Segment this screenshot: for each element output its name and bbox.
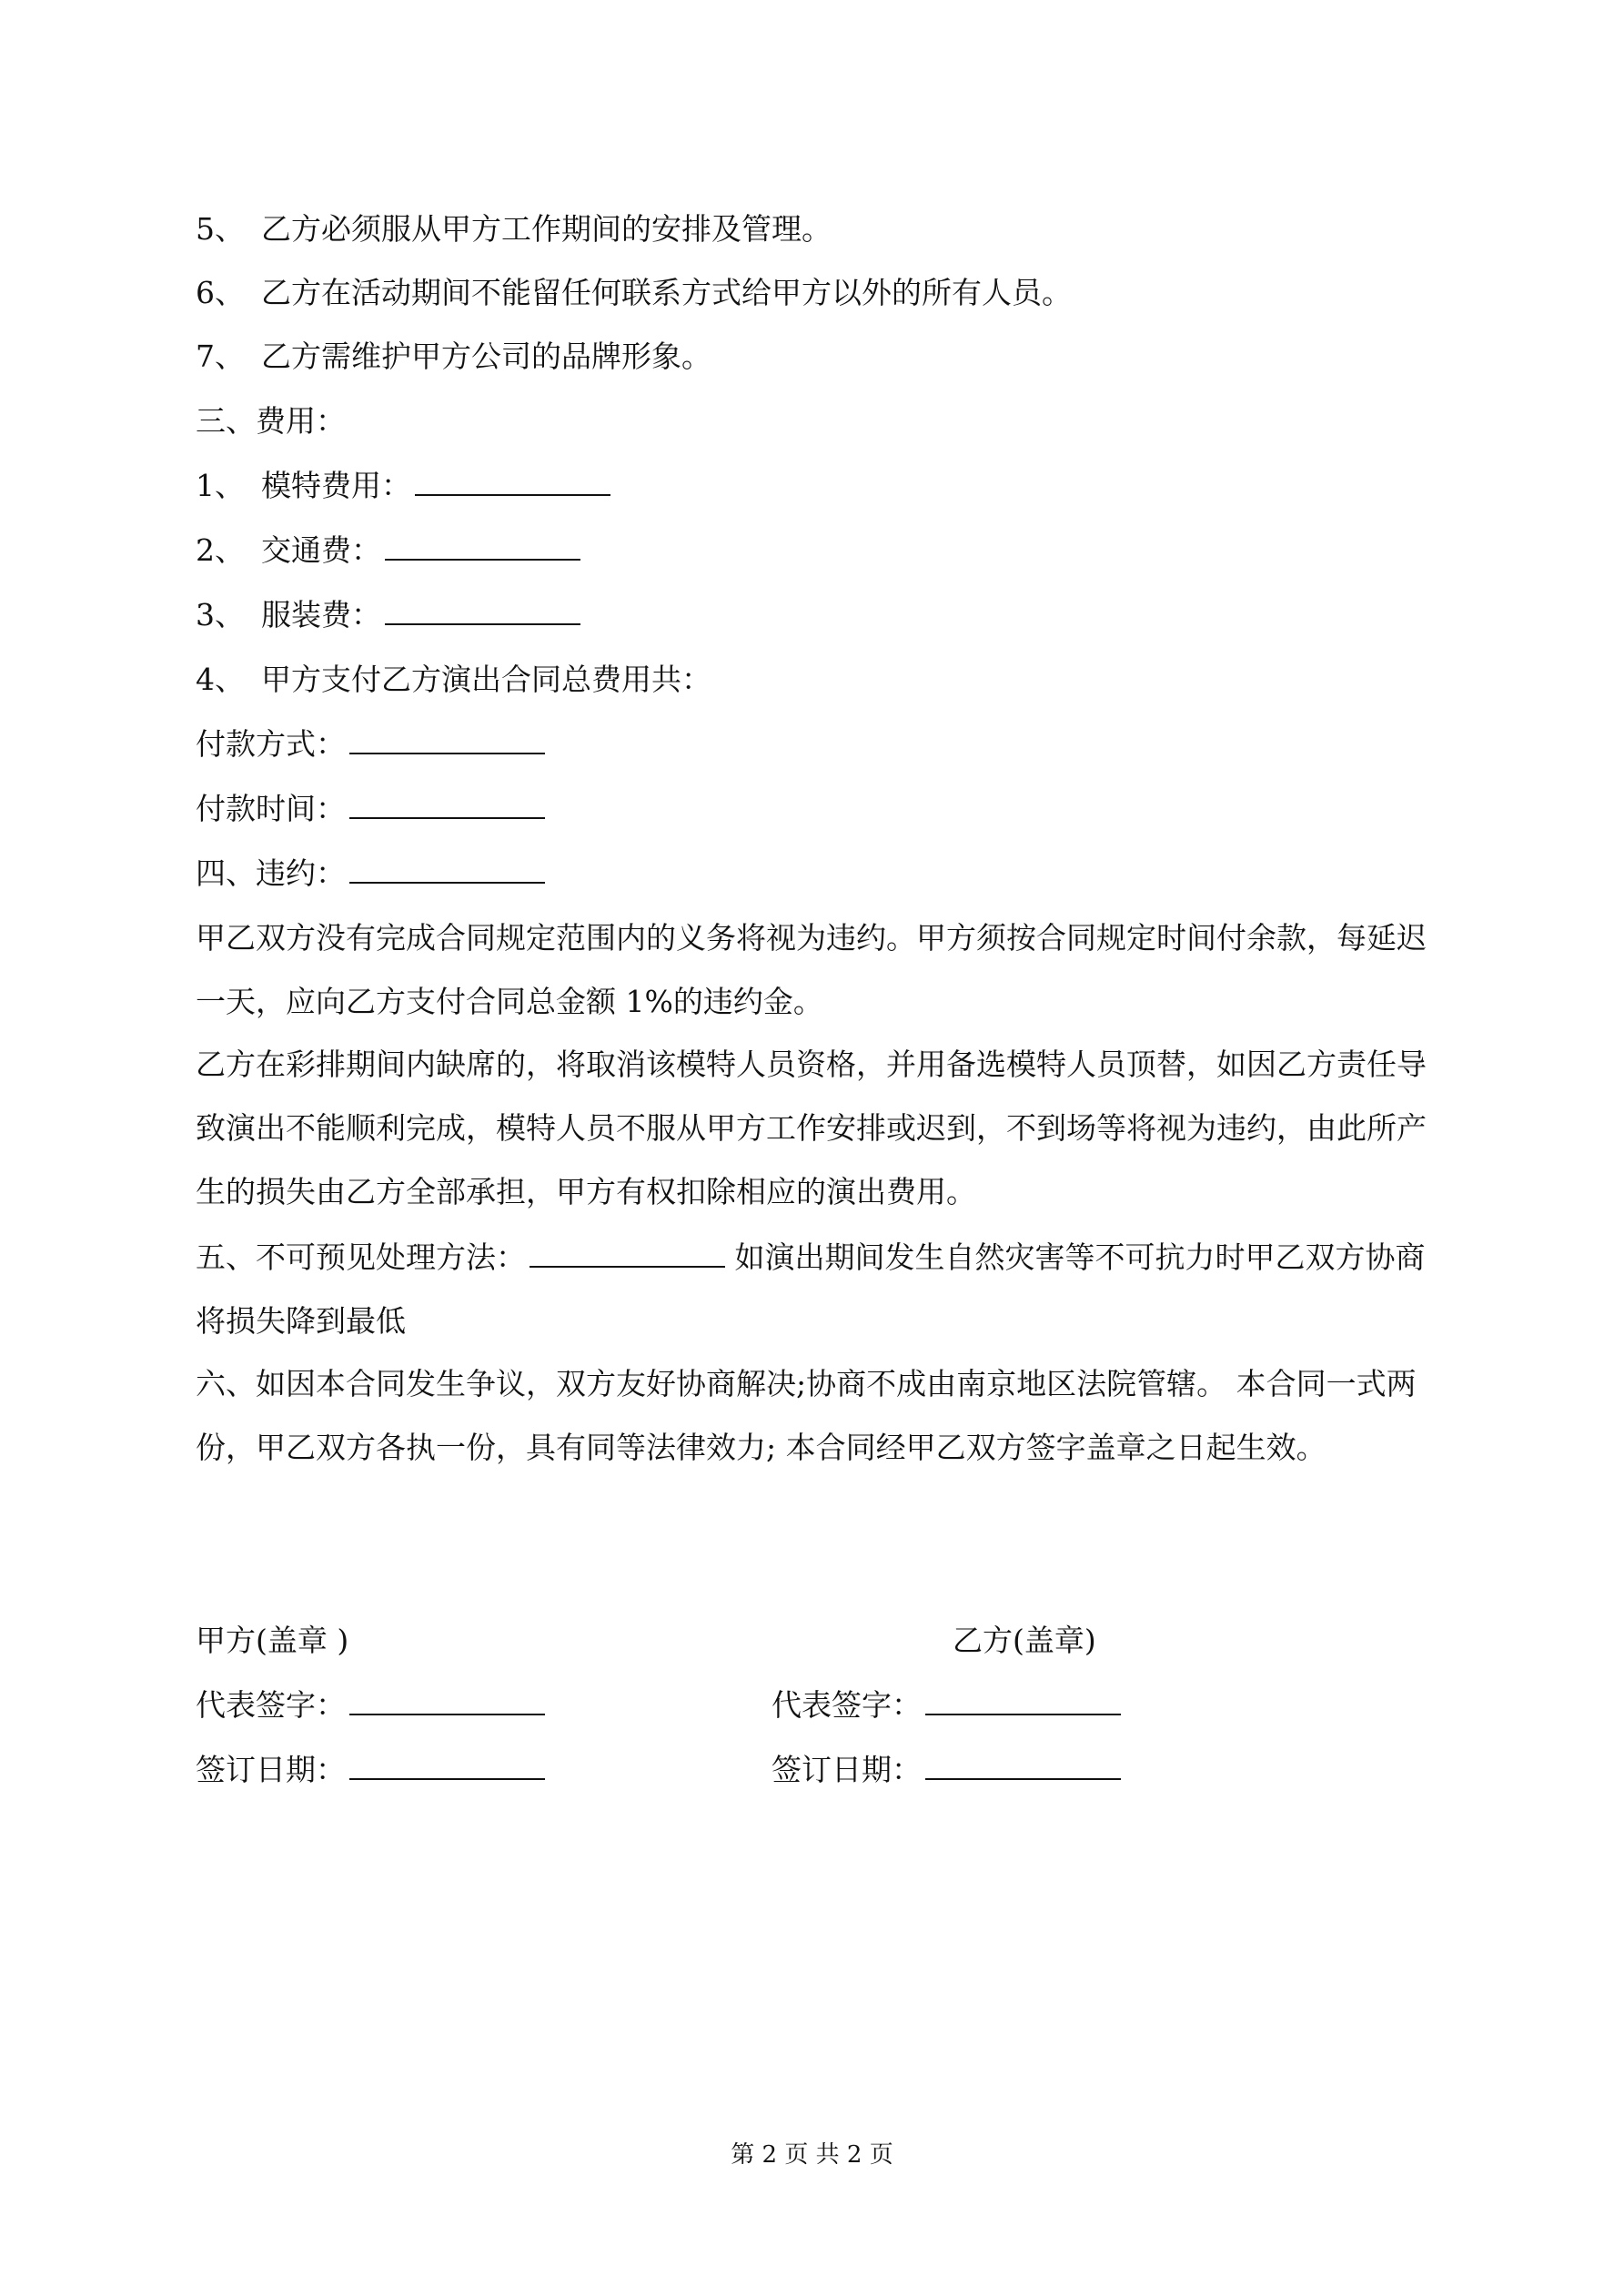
- fill-blank[interactable]: [349, 1688, 545, 1715]
- section-heading-fees: 三、费用：: [196, 403, 346, 439]
- dispute-paragraph: 六、如因本合同发生争议，双方友好协商解决;协商不成由南京地区法院管辖。 本合同一式两份，甲乙双方各执一份，具有同等法律效力; 本合同经甲乙双方签字盖章之日起生效。: [196, 1366, 1417, 1465]
- fill-blank[interactable]: [349, 1753, 545, 1780]
- section-heading-breach: 四、违约：: [196, 855, 545, 892]
- party-a-seal: 甲方(盖章 ): [196, 1623, 349, 1658]
- breach-paragraph-1: 甲乙双方没有完成合同规定范围内的义务将视为违约。甲方须按合同规定时间付余款，每延迟一天，应向乙方支付合同总金额 1%的违约金。: [196, 920, 1427, 1019]
- party-a-sign-date: 签订日期：: [196, 1752, 545, 1788]
- fee-item-model: 1、 模特费用：: [196, 468, 610, 504]
- fee-item-transport: 2、 交通费：: [196, 532, 580, 569]
- fill-blank[interactable]: [385, 598, 580, 625]
- fill-blank[interactable]: [349, 792, 545, 819]
- fill-blank[interactable]: [349, 856, 545, 884]
- breach-paragraph-2: 乙方在彩排期间内缺席的，将取消该模特人员资格，并用备选模特人员顶替，如因乙方责任导致演出不能顺利完成，模特人员不服从甲方工作安排或迟到，不到场等将视为违约，由此所产生的损失由乙方全部承担，甲方有权扣除相应的演出费用。: [196, 1047, 1427, 1209]
- fill-blank[interactable]: [349, 727, 545, 754]
- fill-blank[interactable]: [530, 1240, 725, 1268]
- party-a-rep-sign: 代表签字：: [196, 1687, 545, 1724]
- payment-method: 付款方式：: [196, 726, 545, 763]
- fee-item-total: 4、 甲方支付乙方演出合同总费用共：: [196, 662, 711, 697]
- party-b-seal: 乙方(盖章): [953, 1623, 1096, 1658]
- force-majeure-paragraph: 五、不可预见处理方法： 如演出期间发生自然灾害等不可抗力时甲乙双方协商将损失降到最低: [196, 1239, 1426, 1339]
- fill-blank[interactable]: [385, 533, 580, 561]
- fill-blank[interactable]: [925, 1753, 1121, 1780]
- party-b-rep-sign: 代表签字：: [772, 1687, 1121, 1724]
- clause-item-7: 7、 乙方需维护甲方公司的品牌形象。: [196, 339, 711, 374]
- party-b-sign-date: 签订日期：: [772, 1752, 1121, 1788]
- payment-time: 付款时间：: [196, 791, 545, 827]
- fill-blank[interactable]: [925, 1688, 1121, 1715]
- fee-item-costume: 3、 服装费：: [196, 597, 580, 633]
- fill-blank[interactable]: [415, 469, 610, 496]
- clause-item-6: 6、 乙方在活动期间不能留任何联系方式给甲方以外的所有人员。: [196, 275, 1072, 310]
- page-number: 第 2 页 共 2 页: [731, 2141, 893, 2169]
- clause-item-5: 5、 乙方必须服从甲方工作期间的安排及管理。: [196, 211, 832, 247]
